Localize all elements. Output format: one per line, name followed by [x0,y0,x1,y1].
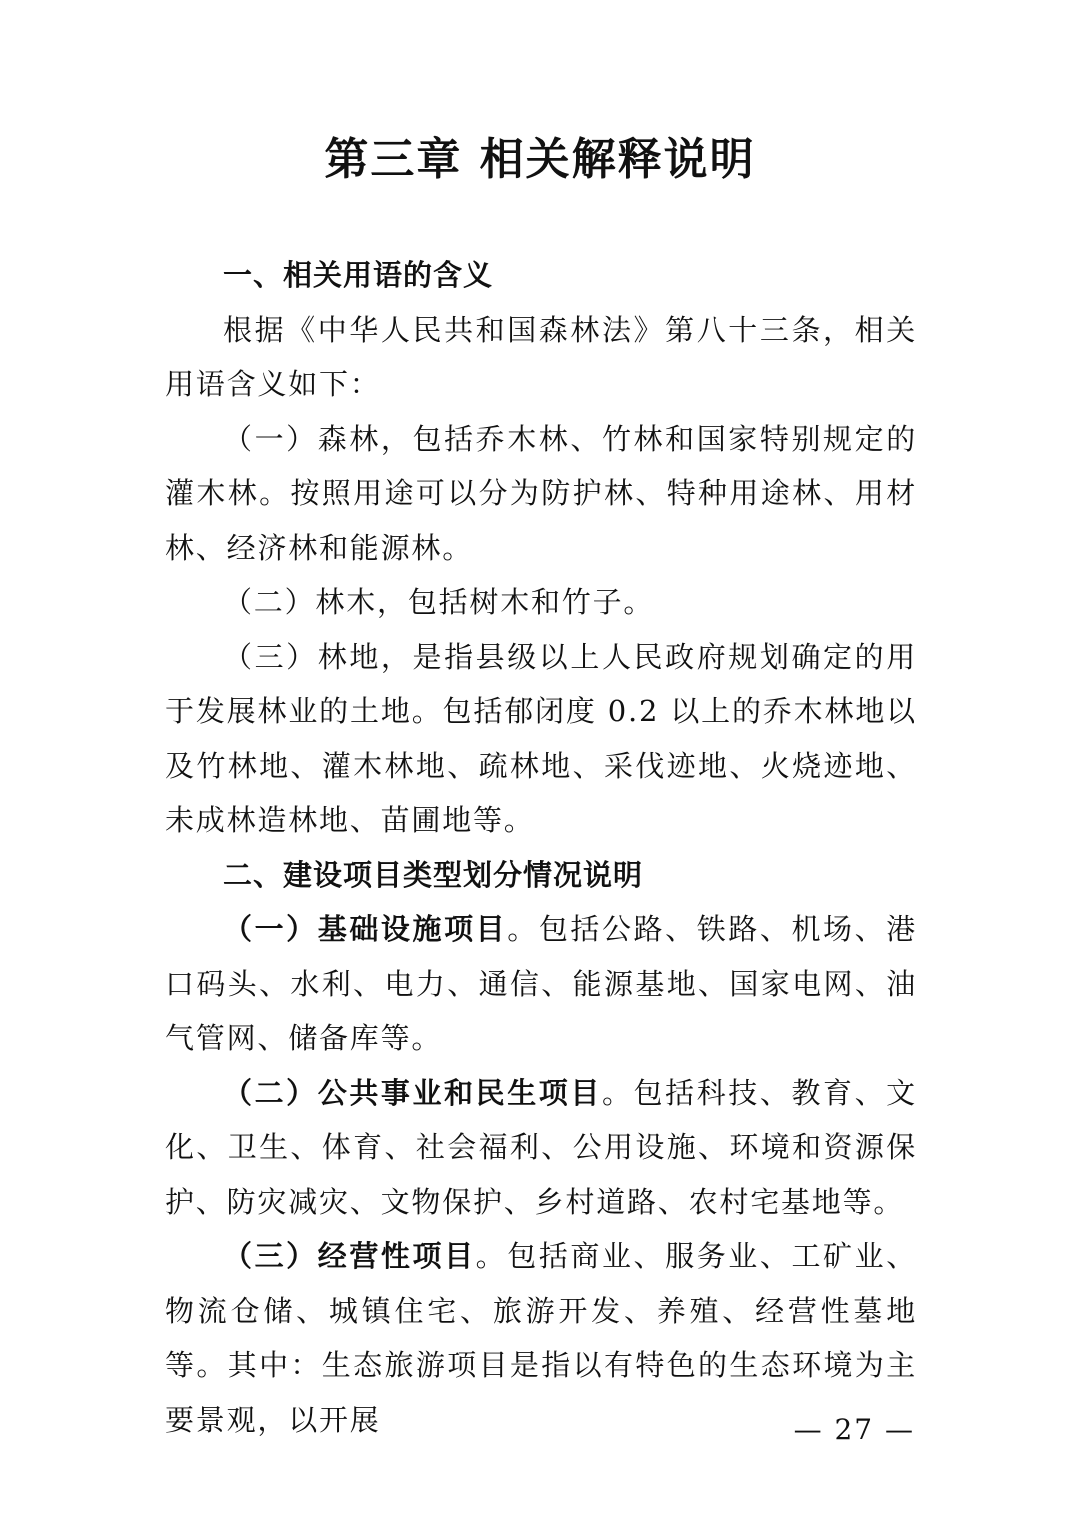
item-text: 。包括科技、教育、文化、卫生、体育、社会福利、公用设施、环境和资源保护、防灾减灾、文物保护、乡村道路、农村宅基地等。 [165,1075,917,1219]
section-heading-2: 二、建设项目类型划分情况说明 [223,857,644,892]
paragraph-item: （一）森林，包括乔木林、竹林和国家特别规定的灌木林。按照用途可以分为防护林、特种用途林、用材林、经济林和能源林。 [165,421,917,565]
paragraph-item: （三）林地，是指县级以上人民政府规划确定的用于发展林业的土地。包括郁闭度 0.2 以上的乔木林地以及竹林地、灌木林地、疏林地、采伐迹地、火烧迹地、未成林造林地、苗圃地等。 [165,639,917,837]
item-lead: （二）公共事业和民生项目 [223,1075,602,1110]
item-text: 。包括公路、铁路、机场、港口码头、水利、电力、通信、能源基地、国家电网、油气管网、储备库等。 [165,912,918,1055]
paragraph-intro: 根据《中华人民共和国森林法》第八十三条，相关用语含义如下： [165,312,917,401]
chapter-title: 第三章 相关解释说明 [324,134,756,185]
item-lead: （一）基础设施项目 [223,912,508,946]
paragraph-item: （二）林木，包括树木和竹子。 [223,585,655,619]
paragraph-item [165,902,917,1066]
paragraph-item [165,1066,917,1230]
item-text: 。包括商业、服务业、工矿业、物流仓储、城镇住宅、旅游开发、养殖、经营性墓地等。其中：生态旅游项目是指以有特色的生态环境为主要景观，以开展 [165,1239,918,1437]
item-lead: （三）经营性项目 [223,1239,476,1273]
body-text [165,248,917,1447]
section-heading-1: 一、相关用语的含义 [223,258,494,292]
page-number: — 27 — [793,1413,915,1446]
